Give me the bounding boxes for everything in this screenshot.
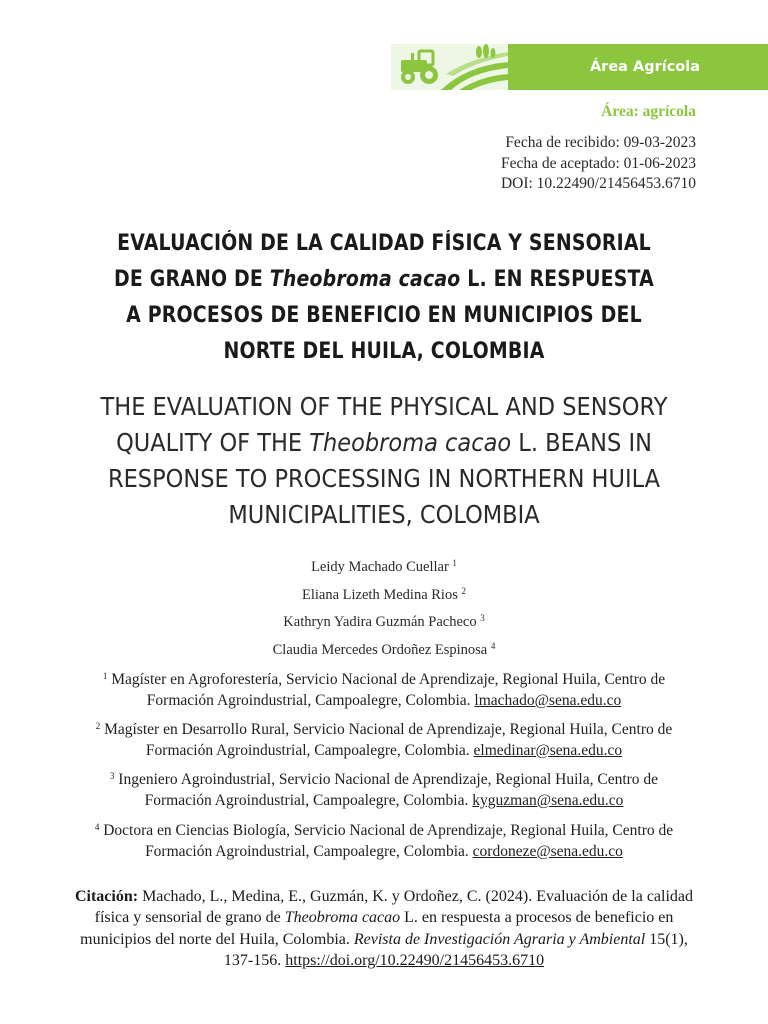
- email-link[interactable]: lmachado@sena.edu.co: [474, 692, 622, 709]
- author: Kathryn Yadira Guzmán Pacheco $^3$: [283, 613, 485, 630]
- email-link[interactable]: elmedinar@sena.edu.co: [473, 742, 623, 759]
- author: Eliana Lizeth Medina Rios $^2$: [302, 585, 466, 603]
- doi: DOI: 10.22490/21456453.6710: [500, 175, 696, 192]
- article-dates: [501, 133, 696, 195]
- affiliation: $^2$ Magíster en Desarrollo Rural, Servicio Nacional de Aprendizaje, Regional Huila, Centro de Formación Agroindustrial, Campoalegre, Colombia. elmedinar@sena.edu.co: [95, 721, 673, 759]
- affiliation: $^1$ Magíster en Agroforestería, Servicio Nacional de Aprendizaje, Regional Huila, Centro de Formación Agroindustrial, Campoalegre, Colombia. lmachado@sena.edu.co: [102, 671, 666, 709]
- author: Claudia Mercedes Ordoñez Espinosa $^4$: [272, 640, 496, 658]
- title-en-part1: THE EVALUATION OF THE PHYSICAL AND SENSORY QUALITY OF THE: [100, 392, 668, 457]
- title-english: [74, 389, 693, 533]
- journal-name: Revista de Investigación Agraria y Ambiental: [353, 930, 646, 948]
- citation-label: Citación:: [74, 888, 139, 905]
- accepted-date: Fecha de aceptado: 01-06-2023: [501, 154, 696, 172]
- area-label: Área: agrícola: [601, 103, 696, 120]
- affiliation: $^4$ Doctora en Ciencias Biología, Servicio Nacional de Aprendizaje, Regional Huila, Centro de Formación Agroindustrial, Campoalegre, Colombia. cordoneze@sena.edu.co: [94, 822, 674, 860]
- author-list: [0, 552, 768, 662]
- title-spanish: [105, 226, 662, 370]
- author: Leidy Machado Cuellar $^1$: [311, 558, 457, 575]
- received-date: Fecha de recibido: 09-03-2023: [505, 134, 696, 151]
- title-en-part2: L. BEANS IN RESPONSE TO PROCESSING IN NORTHERN HUILA MUNICIPALITIES, COLOMBIA: [107, 428, 661, 529]
- title-es-species: Theobroma cacao: [269, 267, 461, 292]
- email-link[interactable]: kyguzman@sena.edu.co: [472, 792, 624, 809]
- citation: Citación: Machado, L., Medina, E., Guzmán, K. y Ordoñez, C. (2024). Evaluación de la calidad física y sensorial de grano de Theobroma cacao L. en respuesta a procesos de beneficio en municipios del norte del Huila, Colombia. Revista de Investigación Agraria y Ambiental 15(1), 137-156. https://doi.org/10.22490/21456453.6710: [74, 888, 694, 969]
- doi-link[interactable]: https://doi.org/10.22490/21456453.6710: [285, 951, 545, 969]
- title-en-species: Theobroma cacao: [309, 428, 512, 457]
- tractor-field-icon: [391, 44, 508, 90]
- section-label: Área Agrícola: [508, 44, 768, 90]
- section-banner: [391, 44, 768, 90]
- title-es-part1: EVALUACIÓN DE LA CALIDAD FÍSICA Y SENSORIAL DE GRANO DE: [114, 231, 651, 292]
- title-es-part2: L. EN RESPUESTA A PROCESOS DE BENEFICIO EN MUNICIPIOS DEL NORTE DEL HUILA, COLOMBIA: [126, 267, 654, 364]
- affiliation: $^3$ Ingeniero Agroindustrial, Servicio Nacional de Aprendizaje, Regional Huila, Centro de Formación Agroindustrial, Campoalegre, Colombia. kyguzman@sena.edu.co: [109, 771, 659, 809]
- email-link[interactable]: cordoneze@sena.edu.co: [472, 843, 623, 860]
